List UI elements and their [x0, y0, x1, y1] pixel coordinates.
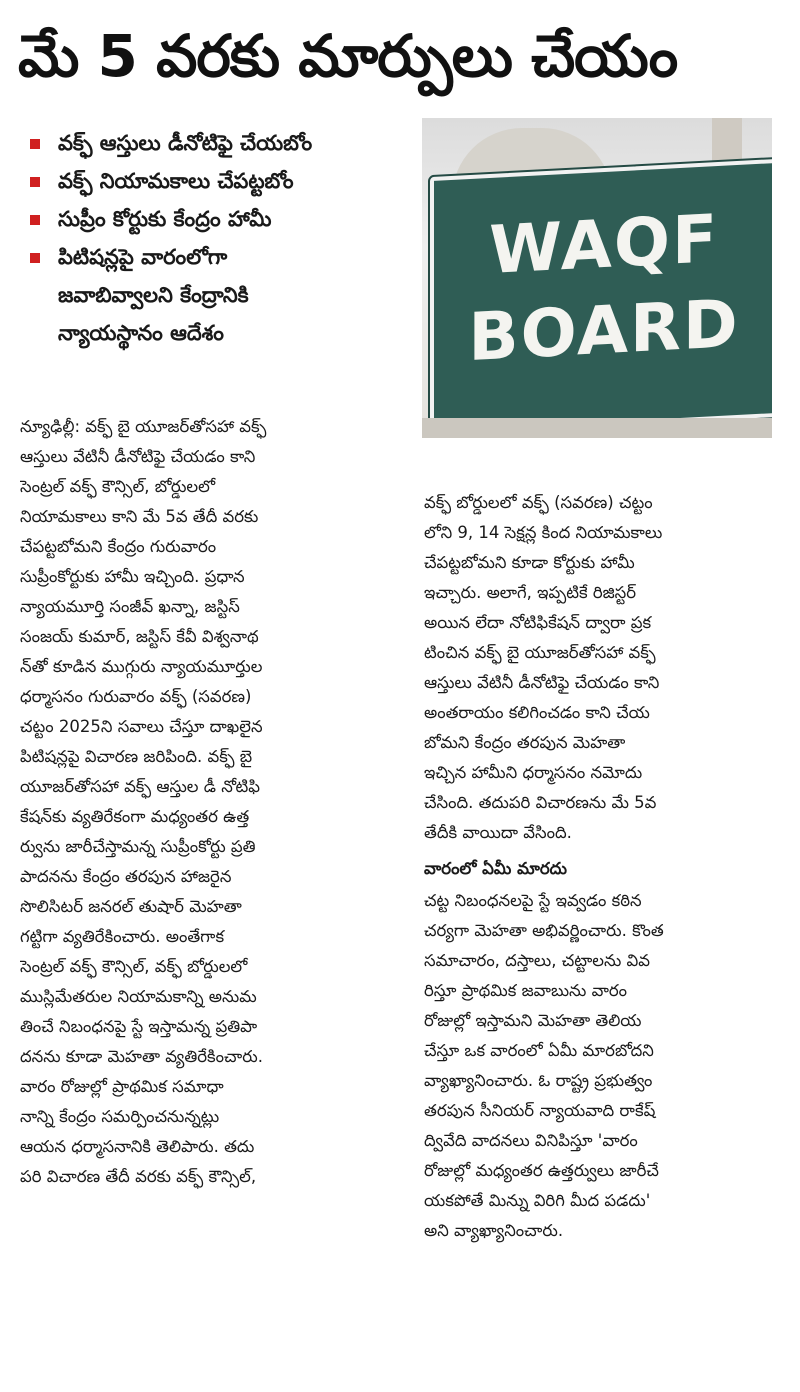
article-line: టించిన వక్ఫ్ బై యూజర్‌తోసహా వక్ఫ్	[424, 643, 656, 662]
article-line: ధర్మాసనం గురువారం వక్ఫ్ (సవరణ)	[20, 687, 252, 706]
article-line: చర్యగా మెహతా అభివర్ణించారు. కొంత	[424, 921, 664, 940]
article-line: సొలిసిటర్ జనరల్ తుషార్ మెహతా	[20, 897, 242, 916]
bullet-item	[28, 162, 418, 200]
article-line: ఆస్తులు వేటినీ డీనోటిఫై చేయడం కాని	[20, 447, 256, 466]
article-line: చట్ట నిబంధనలపై స్టే ఇవ్వడం కఠిన	[424, 891, 642, 910]
photo-ground	[422, 418, 772, 438]
bullet-text: న్యాయస్థానం ఆదేశం	[58, 321, 224, 345]
bullet-item	[28, 200, 418, 238]
article-line: సంజయ్ కుమార్, జస్టిస్ కేవీ విశ్వనాథ	[20, 627, 259, 646]
article-line: వారం రోజుల్లో ప్రాథమిక సమాధా	[20, 1077, 224, 1096]
article-line: నాన్ని కేంద్రం సమర్పించనున్నట్లు	[20, 1107, 220, 1126]
article-line: సమాచారం, దస్తాలు, చట్టాలను వివ	[424, 951, 651, 970]
sign-text	[434, 193, 772, 383]
article-line: యూజర్‌తోసహా వక్ఫ్ ఆస్తుల డీ నోటిఫి	[20, 777, 260, 796]
article-line: వక్ఫ్ బోర్డులలో వక్ఫ్ (సవరణ) చట్టం	[424, 493, 653, 512]
article-line: పాదనను కేంద్రం తరపున హాజరైన	[20, 867, 232, 886]
bullet-text: వక్ఫ్ ఆస్తులు డీనోటిఫై చేయబోం	[58, 131, 313, 155]
article-right-part-2	[424, 886, 782, 1246]
waqf-board-sign	[430, 159, 772, 435]
article-line: రోజుల్లో ఇస్తామని మెహతా తెలియ	[424, 1011, 642, 1030]
article-line: అంతరాయం కలిగించడం కాని చేయ	[424, 703, 650, 722]
article-line: లోని 9, 14 సెక్షన్ల కింద నియామకాలు	[424, 523, 663, 542]
article-line: సుప్రీంకోర్టుకు హామీ ఇచ్చింది. ప్రధాన	[20, 567, 245, 586]
waqf-board-photo	[422, 118, 772, 438]
article-line: కేషన్‌కు వ్యతిరేకంగా మధ్యంతర ఉత్త	[20, 807, 250, 826]
red-square-bullet-icon	[30, 253, 40, 263]
bullet-text: సుప్రీం కోర్టుకు కేంద్రం హామీ	[58, 207, 272, 231]
bullet-item	[28, 238, 418, 352]
article-line: పిటిషన్లపై విచారణ జరిపింది. వక్ఫ్ బై	[20, 747, 253, 766]
article-line: తరపున సీనియర్ న్యాయవాది రాకేష్	[424, 1101, 656, 1120]
article-line: చట్టం 2025ని సవాలు చేస్తూ దాఖలైన	[20, 717, 263, 736]
article-column-right	[424, 488, 782, 1246]
headline: మే 5 వరకు మార్పులు చేయం	[18, 22, 678, 90]
bullet-text: వక్ఫ్ నియామకాలు చేపట్టబోం	[58, 169, 294, 193]
article-line: రోజుల్లో మధ్యంతర ఉత్తర్వులు జారీచే	[424, 1161, 659, 1180]
article-line: ఆయన ధర్మాసనానికి తెలిపారు. తదు	[20, 1137, 255, 1156]
article-line: నియామకాలు కాని మే 5వ తేదీ వరకు	[20, 507, 259, 526]
subheading: వారంలో ఏమీ మారదు	[424, 859, 567, 878]
red-square-bullet-icon	[30, 215, 40, 225]
article-line: రిస్తూ ప్రాథమిక జవాబును వారం	[424, 981, 628, 1000]
article-line: ఇచ్చారు. అలాగే, ఇప్పటికే రిజిస్టర్	[424, 583, 637, 602]
article-line: ఇచ్చిన హామీని ధర్మాసనం నమోదు	[424, 763, 643, 782]
article-line: తించే నిబంధనపై స్టే ఇస్తామన్న ప్రతిపా	[20, 1017, 258, 1036]
article-line: చేసింది. తదుపరి విచారణను మే 5వ	[424, 793, 657, 812]
article-line: వ్యాఖ్యానించారు. ఓ రాష్ట్ర ప్రభుత్వం	[424, 1071, 653, 1090]
article-line: చేస్తూ ఒక వారంలో ఏమీ మారబోదని	[424, 1041, 654, 1060]
sign-line: WAQF	[488, 199, 720, 290]
highlight-bullets	[28, 124, 418, 352]
bullet-text: జవాబివ్వాలని కేంద్రానికి	[58, 283, 249, 307]
article-line: పరి విచారణ తేదీ వరకు వక్ఫ్ కౌన్సిల్,	[20, 1167, 257, 1186]
article-right-part-1	[424, 488, 782, 848]
article-line: ముస్లిమేతరుల నియామకాన్ని అనుమ	[20, 987, 257, 1006]
article-line: సెంట్రల్ వక్ఫ్ కౌన్సిల్, బోర్డులలో	[20, 477, 216, 496]
sign-line: BOARD	[468, 284, 740, 377]
article-line: అని వ్యాఖ్యానించారు.	[424, 1221, 564, 1240]
article-line: ద్వివేది వాదనలు వినిపిస్తూ 'వారం	[424, 1131, 638, 1150]
article-line: బోమని కేంద్రం తరపున మెహతా	[424, 733, 626, 752]
red-square-bullet-icon	[30, 139, 40, 149]
red-square-bullet-icon	[30, 177, 40, 187]
bullet-item	[28, 124, 418, 162]
article-line: అయిన లేదా నోటిఫికేషన్ ద్వారా ప్రక	[424, 613, 652, 632]
article-line: ఆస్తులు వేటినీ డీనోటిఫై చేయడం కాని	[424, 673, 660, 692]
article-line: చేపట్టబోమని కేంద్రం గురువారం	[20, 537, 217, 556]
article-line: దనను కూడా మెహతా వ్యతిరేకించారు.	[20, 1047, 263, 1066]
article-line: న్యూఢిల్లీ: వక్ఫ్ బై యూజర్‌తోసహా వక్ఫ్	[20, 417, 267, 436]
article-line: చేపట్టబోమని కూడా కోర్టుకు హామీ	[424, 553, 635, 572]
bullet-text: పిటిషన్లపై వారంలోగా	[58, 245, 228, 269]
article-line: న్‌తో కూడిన ముగ్గురు న్యాయమూర్తుల	[20, 657, 263, 676]
article-column-left	[20, 412, 402, 1192]
article-line: ర్వును జారీచేస్తామన్న సుప్రీంకోర్టు ప్రతి	[20, 837, 256, 856]
article-line: గట్టిగా వ్యతిరేకించారు. అంతేగాక	[20, 927, 225, 946]
article-line: న్యాయమూర్తి సంజీవ్ ఖన్నా, జస్టిస్	[20, 597, 240, 616]
article-line: యకపోతే మిన్ను విరిగి మీద పడదు'	[424, 1191, 651, 1210]
article-line: తేదీకి వాయిదా వేసింది.	[424, 823, 572, 842]
article-line: సెంట్రల్ వక్ఫ్ కౌన్సిల్, వక్ఫ్ బోర్డులలో	[20, 957, 248, 976]
